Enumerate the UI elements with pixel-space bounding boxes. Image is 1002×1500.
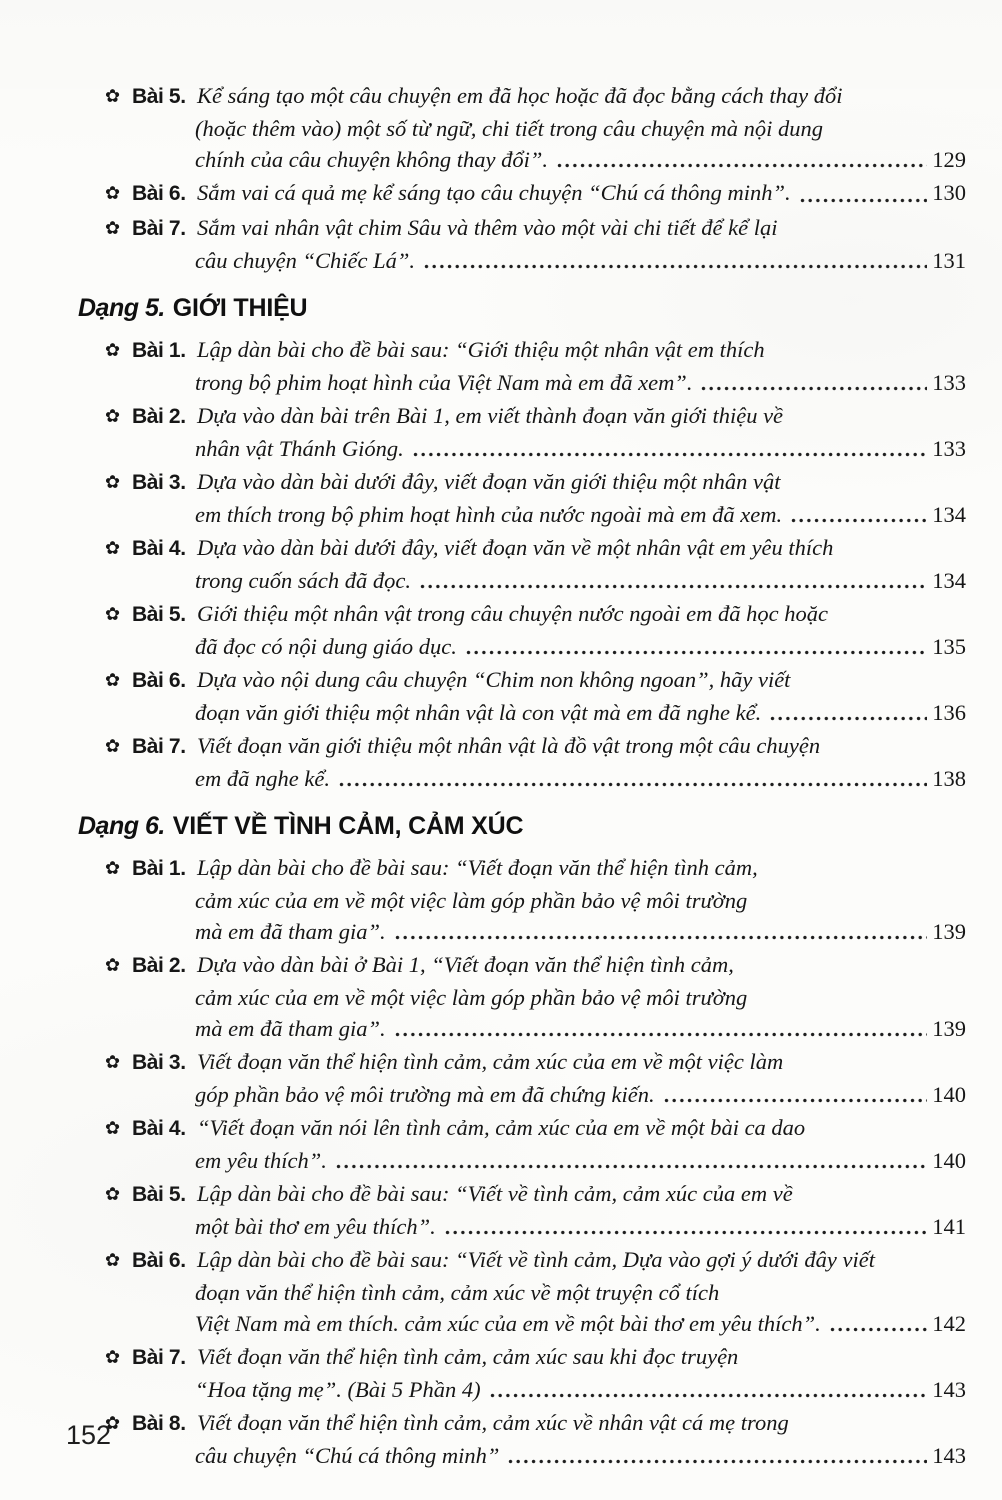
toc-entry-line: [105, 598, 966, 631]
toc-entry: [105, 1046, 966, 1110]
toc-entry-line: [105, 532, 966, 565]
flower-bullet-icon: ✿: [105, 472, 121, 493]
toc-entry-line: [105, 565, 966, 596]
flower-bullet-icon: ✿: [105, 406, 121, 427]
dotted-leader: [800, 198, 928, 203]
flower-bullet-icon: ✿: [105, 1250, 121, 1271]
section-header-number: Dạng 6.: [78, 812, 165, 840]
dotted-leader: [664, 1098, 928, 1103]
section-header-title: GIỚI THIỆU: [172, 294, 308, 322]
flower-bullet-icon: ✿: [105, 736, 121, 757]
entry-text: Lập dàn bài cho đề bài sau: “Giới thiệu một nhân vật em thích: [197, 337, 765, 362]
entry-page-number: 141: [932, 1214, 966, 1239]
section-header: [78, 293, 966, 324]
entry-page-number: 129: [932, 147, 966, 172]
toc-entry-line: [105, 367, 966, 398]
entry-text: Viết đoạn văn thể hiện tình cảm, cảm xúc về nhân vật cá mẹ trong: [197, 1410, 789, 1435]
toc-entry: [105, 852, 966, 947]
toc-entry-line: [105, 763, 966, 794]
toc-entry-line: [105, 1013, 966, 1044]
toc-entry-line: [105, 334, 966, 367]
toc-entry-line: [105, 245, 966, 276]
entry-number: Bài 5.: [132, 603, 186, 626]
dotted-leader: [395, 935, 928, 940]
flower-bullet-icon: ✿: [105, 340, 121, 361]
section-header: [78, 811, 966, 842]
dotted-leader: [701, 386, 927, 391]
entry-number: Bài 8.: [132, 1412, 186, 1435]
entry-number: Bài 5.: [132, 1183, 186, 1206]
entry-number: Bài 6.: [132, 669, 186, 692]
dotted-leader: [336, 1164, 927, 1169]
entry-text: Viết đoạn văn giới thiệu một nhân vật là đồ vật trong một câu chuyện: [197, 733, 821, 758]
entry-page-number: 134: [932, 502, 966, 527]
entry-text: em yêu thích”.: [195, 1148, 327, 1173]
toc-entry-line: [105, 1308, 966, 1339]
entry-text: Lập dàn bài cho đề bài sau: “Viết về tình cảm, cảm xúc của em về: [197, 1181, 793, 1206]
entry-text: câu chuyện “Chú cá thông minh”: [195, 1443, 500, 1468]
dotted-leader: [791, 518, 927, 523]
entry-number: Bài 3.: [132, 471, 186, 494]
entry-page-number: 140: [932, 1148, 966, 1173]
section-header-number: Dạng 5.: [78, 294, 165, 322]
entry-page-number: 140: [932, 1082, 966, 1107]
flower-bullet-icon: ✿: [105, 86, 121, 107]
entry-number: Bài 3.: [132, 1051, 186, 1074]
toc-entry: [105, 1112, 966, 1176]
entry-text: Dựa vào dàn bài ở Bài 1, “Viết đoạn văn thể hiện tình cảm,: [197, 952, 734, 977]
folio-page-number: 152: [66, 1420, 112, 1450]
toc-entry: [105, 664, 966, 728]
flower-bullet-icon: ✿: [105, 858, 121, 879]
flower-bullet-icon: ✿: [105, 538, 121, 559]
entry-page-number: 138: [932, 766, 966, 791]
dotted-leader: [445, 1230, 928, 1235]
entry-text: một bài thơ em yêu thích”.: [195, 1214, 436, 1239]
entry-page-number: 135: [932, 634, 966, 659]
toc-entry-line: [105, 1112, 966, 1145]
entry-text: góp phần bảo vệ môi trường mà em đã chứng kiến.: [195, 1082, 655, 1107]
entry-text: em đã nghe kể.: [195, 766, 330, 791]
toc-entry: [105, 177, 966, 210]
dotted-leader: [770, 716, 927, 721]
toc-entry: [105, 1178, 966, 1242]
entry-text: Viết đoạn văn thể hiện tình cảm, cảm xúc của em về một việc làm: [197, 1049, 784, 1074]
toc-entry-line: [105, 80, 966, 113]
toc-entry: [105, 80, 966, 175]
entry-number: Bài 6.: [132, 182, 186, 205]
dotted-leader: [395, 1032, 928, 1037]
dotted-leader: [830, 1327, 927, 1332]
entry-text: nhân vật Thánh Gióng.: [195, 436, 404, 461]
toc-entry-line: [105, 730, 966, 763]
entry-text: đoạn văn giới thiệu một nhân vật là con vật mà em đã nghe kể.: [195, 700, 762, 725]
toc-entry-line: [105, 949, 966, 982]
toc-entry-line: [105, 433, 966, 464]
entry-text: cảm xúc của em về một việc làm góp phần bảo vệ môi trường: [195, 985, 748, 1010]
entry-text: cảm xúc của em về một việc làm góp phần bảo vệ môi trường: [195, 888, 748, 913]
toc-entry-line: [105, 1341, 966, 1374]
entry-text: (hoặc thêm vào) một số từ ngữ, chi tiết trong câu chuyện mà nội dung: [195, 116, 823, 141]
entry-number: Bài 2.: [132, 954, 186, 977]
entry-number: Bài 5.: [132, 85, 186, 108]
toc-entry-line: [105, 1145, 966, 1176]
entry-page-number: 142: [932, 1311, 966, 1336]
toc-entry-line: [105, 697, 966, 728]
entry-page-number: 133: [932, 436, 966, 461]
toc-entry-line: [105, 916, 966, 947]
entry-page-number: 136: [932, 700, 966, 725]
entry-number: Bài 7.: [132, 735, 186, 758]
entry-number: Bài 4.: [132, 1117, 186, 1140]
entry-page-number: 139: [932, 1016, 966, 1041]
toc-entry-line: [105, 499, 966, 530]
flower-bullet-icon: ✿: [105, 218, 121, 239]
entry-text: mà em đã tham gia”.: [195, 1016, 386, 1041]
toc-entry-line: [105, 1374, 966, 1405]
dotted-leader: [420, 584, 927, 589]
toc-entry-line: [105, 1407, 966, 1440]
flower-bullet-icon: ✿: [105, 183, 121, 204]
entry-text: câu chuyện “Chiếc Lá”.: [195, 248, 415, 273]
toc-entry-line: [105, 664, 966, 697]
entry-number: Bài 7.: [132, 1346, 186, 1369]
entry-page-number: 143: [932, 1443, 966, 1468]
section-header-title: VIẾT VỀ TÌNH CẢM, CẢM XÚC: [172, 812, 524, 840]
entry-text: Sắm vai cá quả mẹ kể sáng tạo câu chuyện “Chú cá thông minh”.: [197, 180, 791, 205]
toc-entry-line: [105, 177, 966, 210]
toc-entry: [105, 532, 966, 596]
entry-page-number: 139: [932, 919, 966, 944]
flower-bullet-icon: ✿: [105, 1118, 121, 1139]
toc-entry: [105, 598, 966, 662]
entry-text: Dựa vào nội dung câu chuyện “Chim non không ngoan”, hãy viết: [197, 667, 791, 692]
toc-entry-line: [105, 885, 966, 916]
table-of-contents: [0, 80, 1002, 1473]
flower-bullet-icon: ✿: [105, 955, 121, 976]
entry-text: Việt Nam mà em thích. cảm xúc của em về một bài thơ em yêu thích”.: [195, 1311, 821, 1336]
toc-entry: [105, 334, 966, 398]
flower-bullet-icon: ✿: [105, 1052, 121, 1073]
entry-number: Bài 1.: [132, 857, 186, 880]
toc-entry-line: [105, 852, 966, 885]
entry-number: Bài 2.: [132, 405, 186, 428]
entry-text: Lập dàn bài cho đề bài sau: “Viết đoạn văn thể hiện tình cảm,: [197, 855, 758, 880]
toc-entry-line: [105, 113, 966, 144]
entry-text: em thích trong bộ phim hoạt hình của nước ngoài mà em đã xem.: [195, 502, 783, 527]
flower-bullet-icon: ✿: [105, 604, 121, 625]
toc-entry-line: [105, 1277, 966, 1308]
flower-bullet-icon: ✿: [105, 1413, 121, 1434]
flower-bullet-icon: ✿: [105, 1184, 121, 1205]
entry-text: trong bộ phim hoạt hình của Việt Nam mà em đã xem”.: [195, 370, 693, 395]
toc-entry-line: [105, 982, 966, 1013]
toc-entry: [105, 1341, 966, 1405]
entry-text: mà em đã tham gia”.: [195, 919, 386, 944]
entry-text: “Viết đoạn văn nói lên tình cảm, cảm xúc của em về một bài ca dao: [197, 1115, 806, 1140]
toc-entry-line: [105, 631, 966, 662]
entry-page-number: 130: [932, 180, 966, 205]
toc-entry: [105, 730, 966, 794]
toc-entry: [105, 466, 966, 530]
dotted-leader: [424, 264, 927, 269]
dotted-leader: [490, 1393, 928, 1398]
entry-text: Kể sáng tạo một câu chuyện em đã học hoặc đã đọc bằng cách thay đổi: [197, 83, 843, 108]
entry-text: trong cuốn sách đã đọc.: [195, 568, 412, 593]
dotted-leader: [557, 163, 927, 168]
entry-text: Lập dàn bài cho đề bài sau: “Viết về tình cảm, Dựa vào gợi ý dưới đây viết: [197, 1247, 876, 1272]
toc-entry-line: [105, 144, 966, 175]
entry-text: chính của câu chuyện không thay đổi”.: [195, 147, 549, 172]
entry-text: Viết đoạn văn thể hiện tình cảm, cảm xúc sau khi đọc truyện: [197, 1344, 739, 1369]
toc-entry: [105, 400, 966, 464]
dotted-leader: [339, 782, 927, 787]
entry-number: Bài 1.: [132, 339, 186, 362]
toc-entry: [105, 1407, 966, 1471]
entry-text: Giới thiệu một nhân vật trong câu chuyện nước ngoài em đã học hoặc: [197, 601, 828, 626]
toc-entry-line: [105, 1178, 966, 1211]
dotted-leader: [466, 650, 927, 655]
toc-entry-line: [105, 212, 966, 245]
entry-number: Bài 4.: [132, 537, 186, 560]
toc-entry-line: [105, 1211, 966, 1242]
toc-entry-line: [105, 400, 966, 433]
toc-entry-line: [105, 1440, 966, 1471]
toc-entry-line: [105, 1244, 966, 1277]
entry-page-number: 131: [932, 248, 966, 273]
toc-entry: [105, 949, 966, 1044]
entry-text: Dựa vào dàn bài dưới đây, viết đoạn văn về một nhân vật em yêu thích: [197, 535, 834, 560]
entry-text: “Hoa tặng mẹ”. (Bài 5 Phần 4): [195, 1377, 481, 1402]
entry-text: đoạn văn thể hiện tình cảm, cảm xúc về một truyện cổ tích: [195, 1280, 720, 1305]
entry-number: Bài 6.: [132, 1249, 186, 1272]
flower-bullet-icon: ✿: [105, 670, 121, 691]
entry-page-number: 134: [932, 568, 966, 593]
entry-page-number: 143: [932, 1377, 966, 1402]
flower-bullet-icon: ✿: [105, 1347, 121, 1368]
dotted-leader: [413, 452, 927, 457]
toc-entry-line: [105, 1079, 966, 1110]
entry-text: Sắm vai nhân vật chim Sâu và thêm vào một vài chi tiết để kể lại: [197, 215, 778, 240]
entry-page-number: 133: [932, 370, 966, 395]
dotted-leader: [508, 1459, 927, 1464]
toc-entry: [105, 1244, 966, 1339]
entry-text: Dựa vào dàn bài trên Bài 1, em viết thành đoạn văn giới thiệu về: [197, 403, 784, 428]
toc-entry: [105, 212, 966, 276]
entry-text: đã đọc có nội dung giáo dục.: [195, 634, 457, 659]
entry-text: Dựa vào dàn bài dưới đây, viết đoạn văn giới thiệu một nhân vật: [197, 469, 781, 494]
entry-number: Bài 7.: [132, 217, 186, 240]
toc-entry-line: [105, 466, 966, 499]
toc-entry-line: [105, 1046, 966, 1079]
